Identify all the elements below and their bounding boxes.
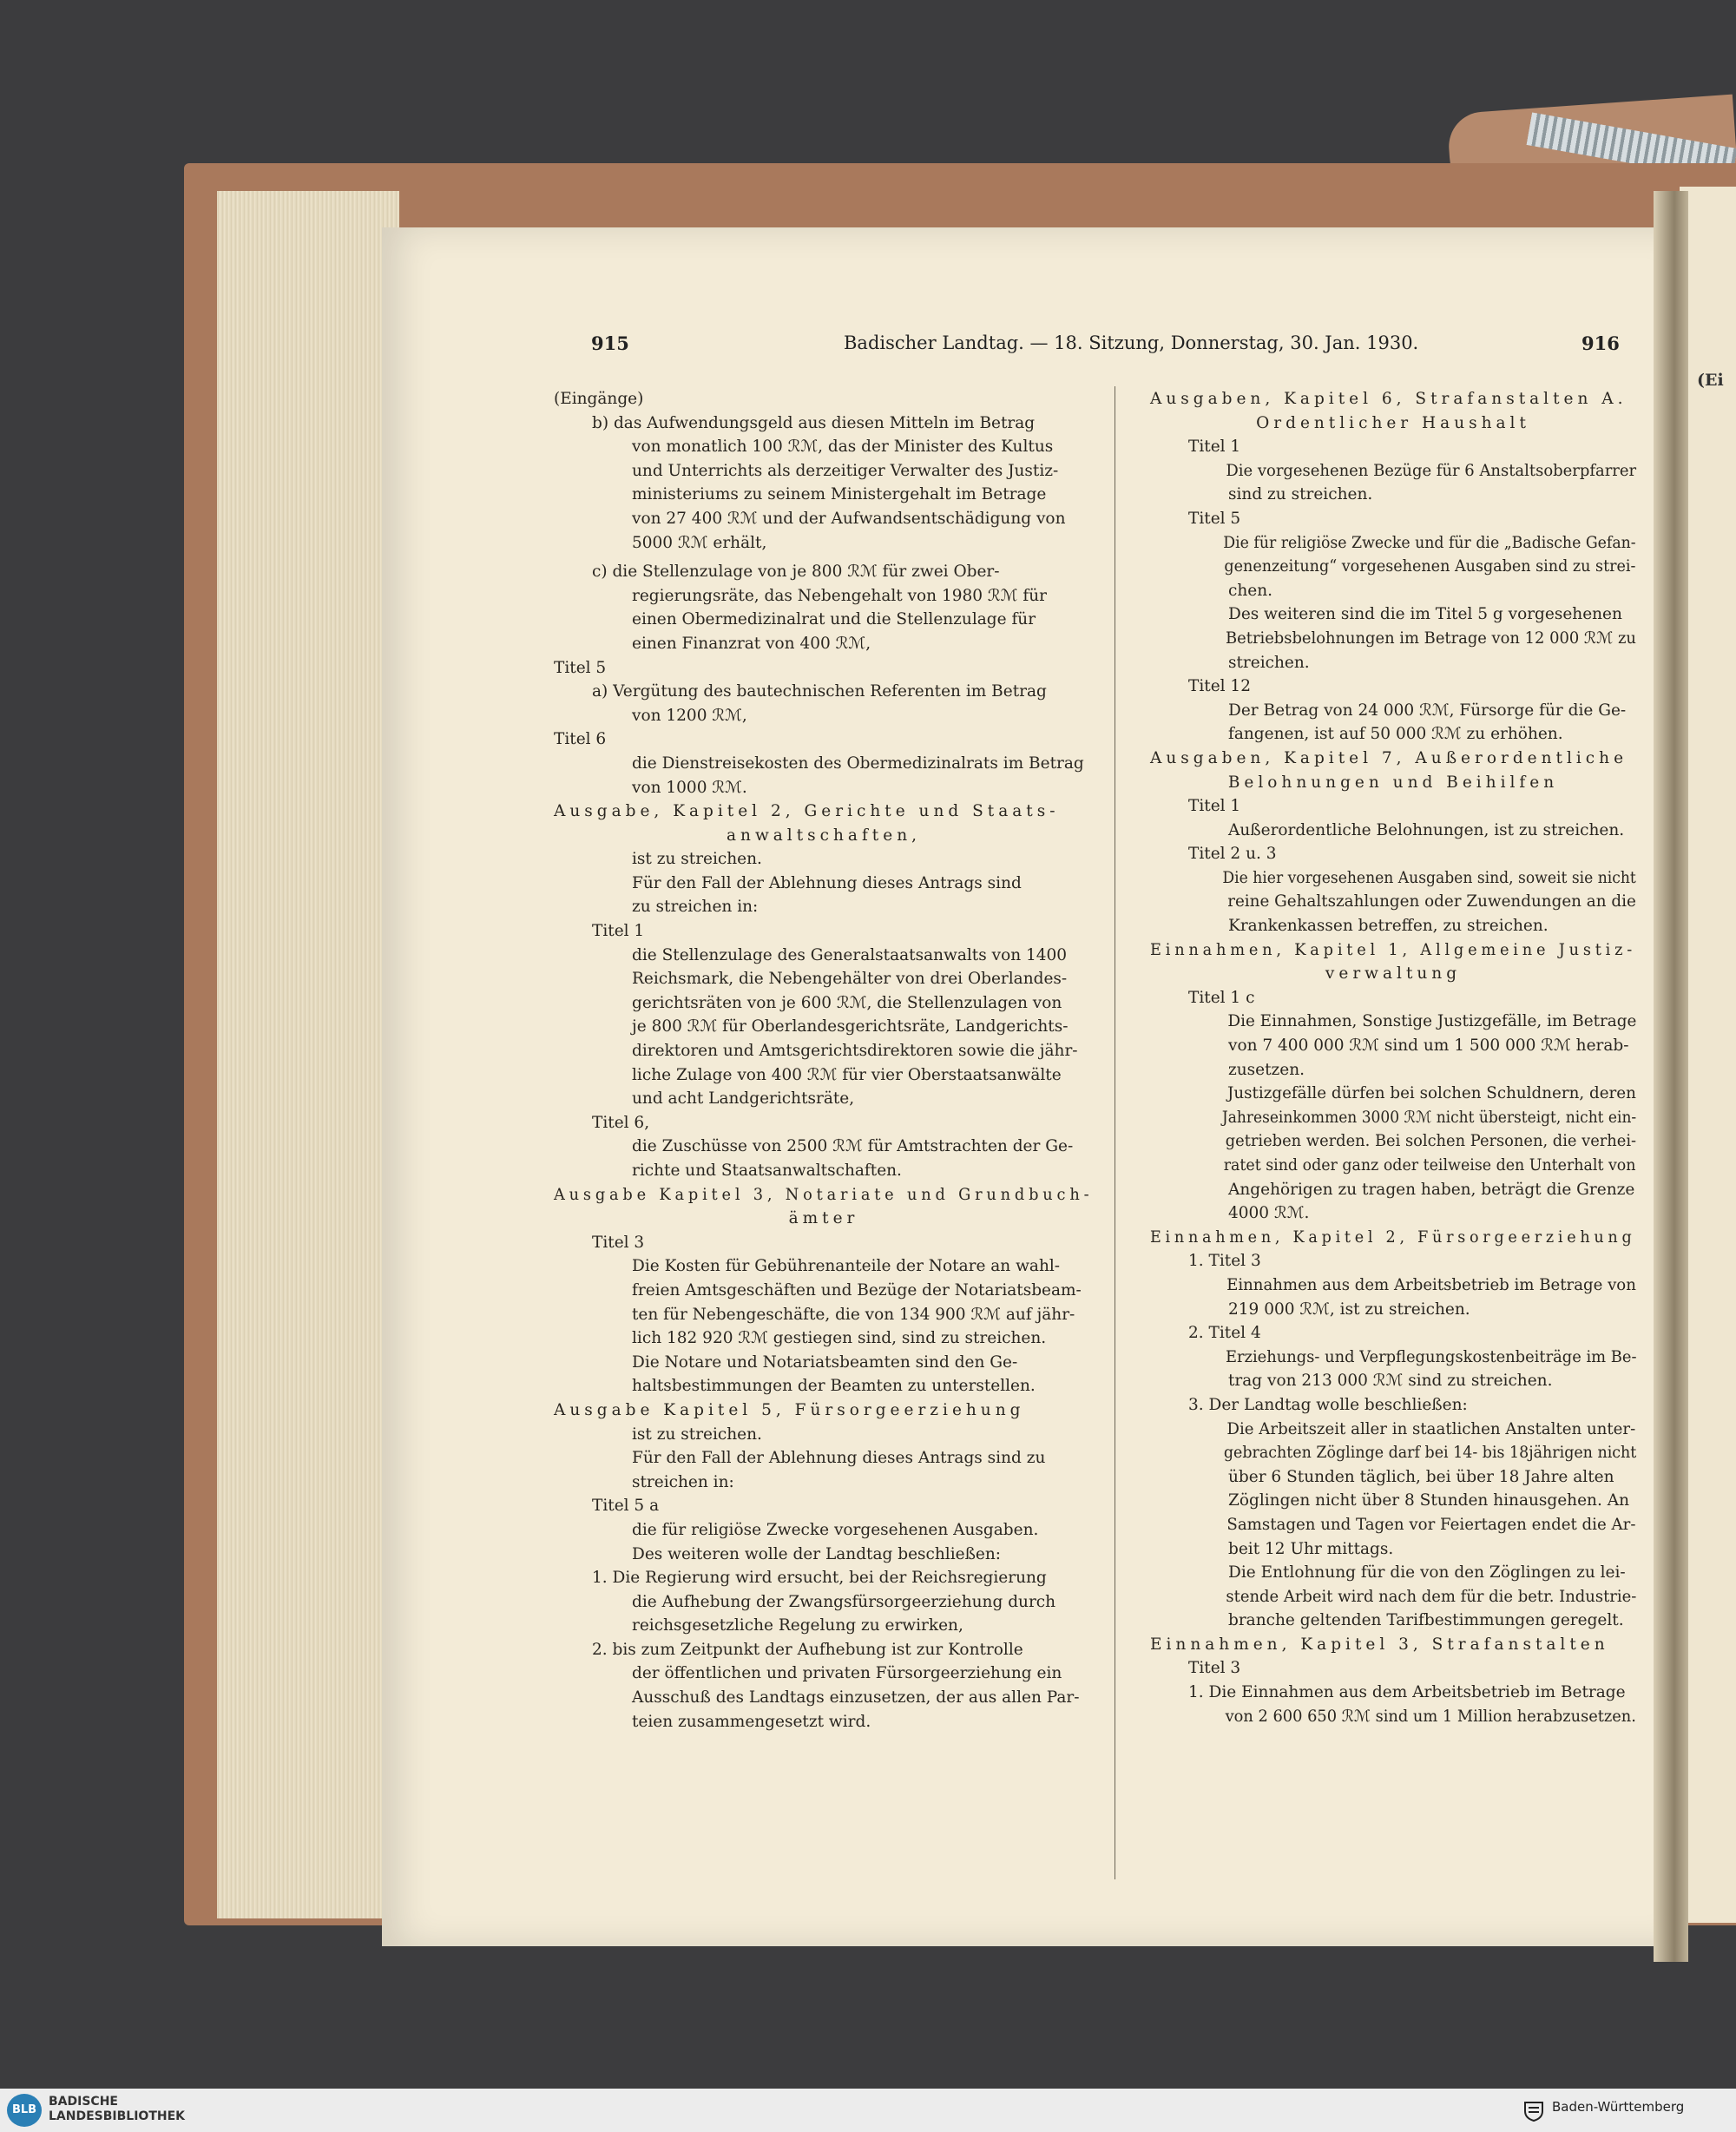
text-line: 2. Titel 4 <box>1188 1324 1261 1343</box>
text-line: über 6 Stunden täglich, bei über 18 Jahre alten <box>1228 1467 1614 1486</box>
text-line: Justizgefälle dürfen bei solchen Schuldnern, deren <box>1227 1084 1636 1103</box>
text-line: Außerordentliche Belohnungen, ist zu streichen. <box>1228 820 1625 839</box>
text-line: Einnahmen aus dem Arbeitsbetrieb im Betrage von <box>1226 1275 1636 1294</box>
text-line: von 1200 ℛℳ, <box>632 706 747 725</box>
text-line: haltsbestimmungen der Beamten zu unterstellen. <box>632 1377 1036 1396</box>
text-line: Ausgabe Kapitel 3, Notariate und Grundbuch- <box>554 1185 1094 1204</box>
text-line: 2. bis zum Zeitpunkt der Aufhebung ist zur Kontrolle <box>592 1640 1023 1659</box>
right-column <box>1150 387 1636 1728</box>
text-line: ist zu streichen. <box>632 1425 762 1444</box>
text-line: von 1000 ℛℳ. <box>632 778 747 797</box>
blb-logo-icon[interactable]: BLB <box>7 2094 42 2127</box>
text-line: Ausschuß des Landtags einzusetzen, der aus allen Par- <box>632 1688 1080 1708</box>
text-line: trag von 213 000 ℛℳ sind zu streichen. <box>1228 1372 1553 1391</box>
text-line: Titel 1 <box>592 922 645 941</box>
text-line: Titel 1 c <box>1188 988 1255 1007</box>
text-line: ratet sind oder ganz oder teilweise den Unterhalt von <box>1223 1156 1636 1175</box>
text-line: Samstagen und Tagen vor Feiertagen endet die Ar- <box>1226 1515 1636 1534</box>
text-line: zu streichen in: <box>632 898 759 917</box>
page-number-right: 916 <box>1581 332 1620 354</box>
text-line: die Stellenzulage des Generalstaatsanwalts von 1400 <box>632 945 1068 964</box>
text-line: Der Betrag von 24 000 ℛℳ, Fürsorge für die Ge- <box>1228 701 1627 720</box>
text-line: Titel 5 a <box>592 1497 660 1516</box>
running-title: Badischer Landtag. — 18. Sitzung, Donnerstag, 30. Jan. 1930. <box>844 332 1419 353</box>
text-line: Titel 5 <box>1188 509 1241 528</box>
text-line: Die Notare und Notariatsbeamten sind den Ge- <box>632 1352 1018 1372</box>
text-line: teien zusammengesetzt wird. <box>632 1712 871 1731</box>
text-line: Für den Fall der Ablehnung dieses Antrags sind <box>632 873 1022 892</box>
text-line: genenzeitung“ vorgesehenen Ausgaben sind zu strei- <box>1224 557 1636 576</box>
text-line: lich 182 920 ℛℳ gestiegen sind, sind zu streichen. <box>632 1329 1047 1348</box>
text-line: ämter <box>788 1209 859 1228</box>
text-line: richte und Staatsanwaltschaften. <box>632 1161 902 1180</box>
text-line: Titel 1 <box>1188 438 1241 457</box>
text-line: ten für Nebengeschäfte, die von 134 900 ℛℳ auf jähr- <box>632 1305 1075 1324</box>
text-line: Ordentlicher Haushalt <box>1256 413 1530 432</box>
page-number-left: 915 <box>591 332 629 354</box>
text-line: Erziehungs- und Verpflegungskostenbeiträge im Be- <box>1225 1347 1637 1366</box>
text-line: gerichtsräten von je 600 ℛℳ, die Stellenzulagen von <box>632 993 1062 1012</box>
text-line: 1. Titel 3 <box>1188 1252 1261 1271</box>
text-line: 5000 ℛℳ erhält, <box>632 533 767 552</box>
state-coat-of-arms-icon <box>1523 2099 1544 2122</box>
text-line: Ausgabe, Kapitel 2, Gerichte und Staats- <box>554 802 1060 821</box>
text-line: einen Obermedizinalrat und die Stellenzulage für <box>632 610 1036 629</box>
text-line: Einnahmen, Kapitel 1, Allgemeine Justiz- <box>1150 940 1637 959</box>
text-line: regierungsräte, das Nebengehalt von 1980 ℛℳ für <box>632 586 1047 605</box>
text-line: einen Finanzrat von 400 ℛℳ, <box>632 634 871 653</box>
left-column <box>554 387 1094 1734</box>
text-line: 1. Die Regierung wird ersucht, bei der Reichsregierung <box>592 1569 1047 1588</box>
text-line: beit 12 Uhr mittags. <box>1228 1539 1394 1558</box>
text-line: chen. <box>1228 581 1273 600</box>
text-line: von 7 400 000 ℛℳ sind um 1 500 000 ℛℳ herab- <box>1228 1036 1629 1056</box>
text-line: zusetzen. <box>1228 1060 1305 1079</box>
page-header <box>0 332 1736 359</box>
library-name-line2: LANDESBIBLIOTHEK <box>49 2109 186 2123</box>
text-line: Krankenkassen betreffen, zu streichen. <box>1228 917 1549 936</box>
text-line: der öffentlichen und privaten Fürsorgeerziehung ein <box>632 1664 1062 1683</box>
text-line: Reichsmark, die Nebengehälter von drei Oberlandes- <box>632 970 1068 989</box>
text-line: die für religiöse Zwecke vorgesehenen Ausgaben. <box>632 1520 1039 1539</box>
viewer-footer <box>0 2089 1736 2132</box>
page-edges <box>217 191 399 1918</box>
text-line: fangenen, ist auf 50 000 ℛℳ zu erhöhen. <box>1228 725 1563 744</box>
text-line: Die Entlohnung für die von den Zöglingen zu lei- <box>1228 1563 1626 1583</box>
text-line: streichen in: <box>632 1472 734 1491</box>
text-line: verwaltung <box>1325 964 1462 984</box>
text-line: anwaltschaften, <box>727 826 921 845</box>
text-line: sind zu streichen. <box>1228 485 1373 504</box>
text-line: 3. Der Landtag wolle beschließen: <box>1188 1395 1468 1414</box>
text-line: von 27 400 ℛℳ und der Aufwandsentschädigung von <box>632 509 1066 528</box>
text-line: Ausgaben, Kapitel 6, Strafanstalten A. <box>1150 390 1628 408</box>
text-line: Die Arbeitszeit aller in staatlichen Anstalten unter- <box>1226 1419 1636 1438</box>
text-line: 219 000 ℛℳ, ist zu streichen. <box>1228 1300 1470 1319</box>
text-line: Die für religiöse Zwecke und für die „Badische Gefan- <box>1223 533 1636 552</box>
text-line: reichsgesetzliche Regelung zu erwirken, <box>632 1616 963 1635</box>
text-line: Für den Fall der Ablehnung dieses Antrags sind zu <box>632 1449 1046 1468</box>
text-line: Die Einnahmen, Sonstige Justizgefälle, im Betrage <box>1227 1012 1637 1031</box>
text-line: c) die Stellenzulage von je 800 ℛℳ für zwei Ober- <box>592 563 1000 582</box>
text-line: branche geltenden Tarifbestimmungen geregelt. <box>1228 1611 1624 1630</box>
text-line: ist zu streichen. <box>632 850 762 869</box>
text-line: Titel 5 <box>554 658 607 677</box>
text-line: und acht Landgerichtsräte, <box>632 1089 855 1109</box>
text-line: Titel 3 <box>592 1233 645 1252</box>
text-line: Betriebsbelohnungen im Betrage von 12 000 ℛℳ zu <box>1226 628 1636 648</box>
text-line: die Zuschüsse von 2500 ℛℳ für Amtstrachten der Ge- <box>632 1137 1074 1156</box>
text-line: Titel 1 <box>1188 797 1241 816</box>
text-line: Titel 2 u. 3 <box>1188 845 1277 864</box>
text-line: Titel 6, <box>592 1113 650 1132</box>
text-line: Ausgaben, Kapitel 7, Außerordentliche <box>1150 748 1628 767</box>
text-line: Titel 6 <box>554 730 607 749</box>
text-line: Einnahmen, Kapitel 3, Strafanstalten <box>1150 1635 1609 1654</box>
text-line: Die Kosten für Gebührenanteile der Notare an wahl- <box>632 1257 1061 1276</box>
text-line: Ausgabe Kapitel 5, Fürsorgeerziehung <box>554 1400 1025 1419</box>
next-page-fragment: (Ei <box>1697 371 1724 390</box>
text-line: Des weiteren sind die im Titel 5 g vorgesehenen <box>1228 605 1622 624</box>
text-line: Titel 12 <box>1188 677 1251 696</box>
text-line: Jahreseinkommen 3000 ℛℳ nicht übersteigt, nicht ein- <box>1221 1108 1637 1127</box>
text-line: gebrachten Zöglinge darf bei 14- bis 18jährigen nicht <box>1223 1444 1637 1463</box>
text-line: 1. Die Einnahmen aus dem Arbeitsbetrieb im Betrage <box>1188 1683 1626 1702</box>
text-line: 4000 ℛℳ. <box>1228 1204 1310 1223</box>
text-line: stende Arbeit wird nach dem für die betr. Industrie- <box>1226 1587 1637 1606</box>
text-line: (Eingänge) <box>554 390 644 408</box>
text-line: die Dienstreisekosten des Obermedizinalrats im Betrag <box>632 753 1084 773</box>
text-line: ministeriums zu seinem Ministergehalt im Betrage <box>632 485 1047 504</box>
text-line: die Aufhebung der Zwangsfürsorgeerziehung durch <box>632 1592 1056 1611</box>
text-line: Zöglingen nicht über 8 Stunden hinausgehen. An <box>1228 1491 1629 1510</box>
text-line: liche Zulage von 400 ℛℳ für vier Oberstaatsanwälte <box>632 1065 1062 1084</box>
text-line: und Unterrichts als derzeitiger Verwalter des Justiz- <box>632 461 1059 480</box>
library-name-line1: BADISCHE <box>49 2095 118 2109</box>
text-line: reine Gehaltszahlungen oder Zuwendungen an die <box>1227 892 1636 911</box>
text-line: von 2 600 650 ℛℳ sind um 1 Million herabzusetzen. <box>1225 1707 1636 1726</box>
book-gutter <box>1654 191 1688 1962</box>
text-line: Belohnungen und Beihilfen <box>1227 773 1559 792</box>
text-line: a) Vergütung des bautechnischen Referenten im Betrag <box>592 682 1047 701</box>
text-line: Des weiteren wolle der Landtag beschließen: <box>632 1544 1002 1563</box>
text-line: von monatlich 100 ℛℳ, das der Minister des Kultus <box>632 438 1054 457</box>
text-line: Die hier vorgesehenen Ausgaben sind, soweit sie nicht <box>1222 868 1636 887</box>
text-line: Die vorgesehenen Bezüge für 6 Anstaltsoberpfarrer <box>1226 461 1637 480</box>
text-line: getrieben werden. Bei solchen Personen, die verhei- <box>1225 1132 1637 1151</box>
text-line: Angehörigen zu tragen haben, beträgt die Grenze <box>1228 1180 1635 1199</box>
text-line: streichen. <box>1228 653 1310 672</box>
state-label[interactable]: Baden-Württemberg <box>1552 2099 1685 2115</box>
text-line: b) das Aufwendungsgeld aus diesen Mitteln im Betrag <box>592 413 1036 432</box>
text-line: direktoren und Amtsgerichtsdirektoren sowie die jähr- <box>632 1042 1078 1061</box>
text-line: freien Amtsgeschäften und Bezüge der Notariatsbeam- <box>632 1280 1082 1300</box>
text-line: Einnahmen, Kapitel 2, Fürsorgeerziehung <box>1150 1227 1636 1247</box>
text-line: Titel 3 <box>1188 1659 1241 1678</box>
text-line: je 800 ℛℳ für Oberlandesgerichtsräte, Landgerichts- <box>632 1017 1069 1036</box>
library-name[interactable] <box>49 2095 185 2124</box>
